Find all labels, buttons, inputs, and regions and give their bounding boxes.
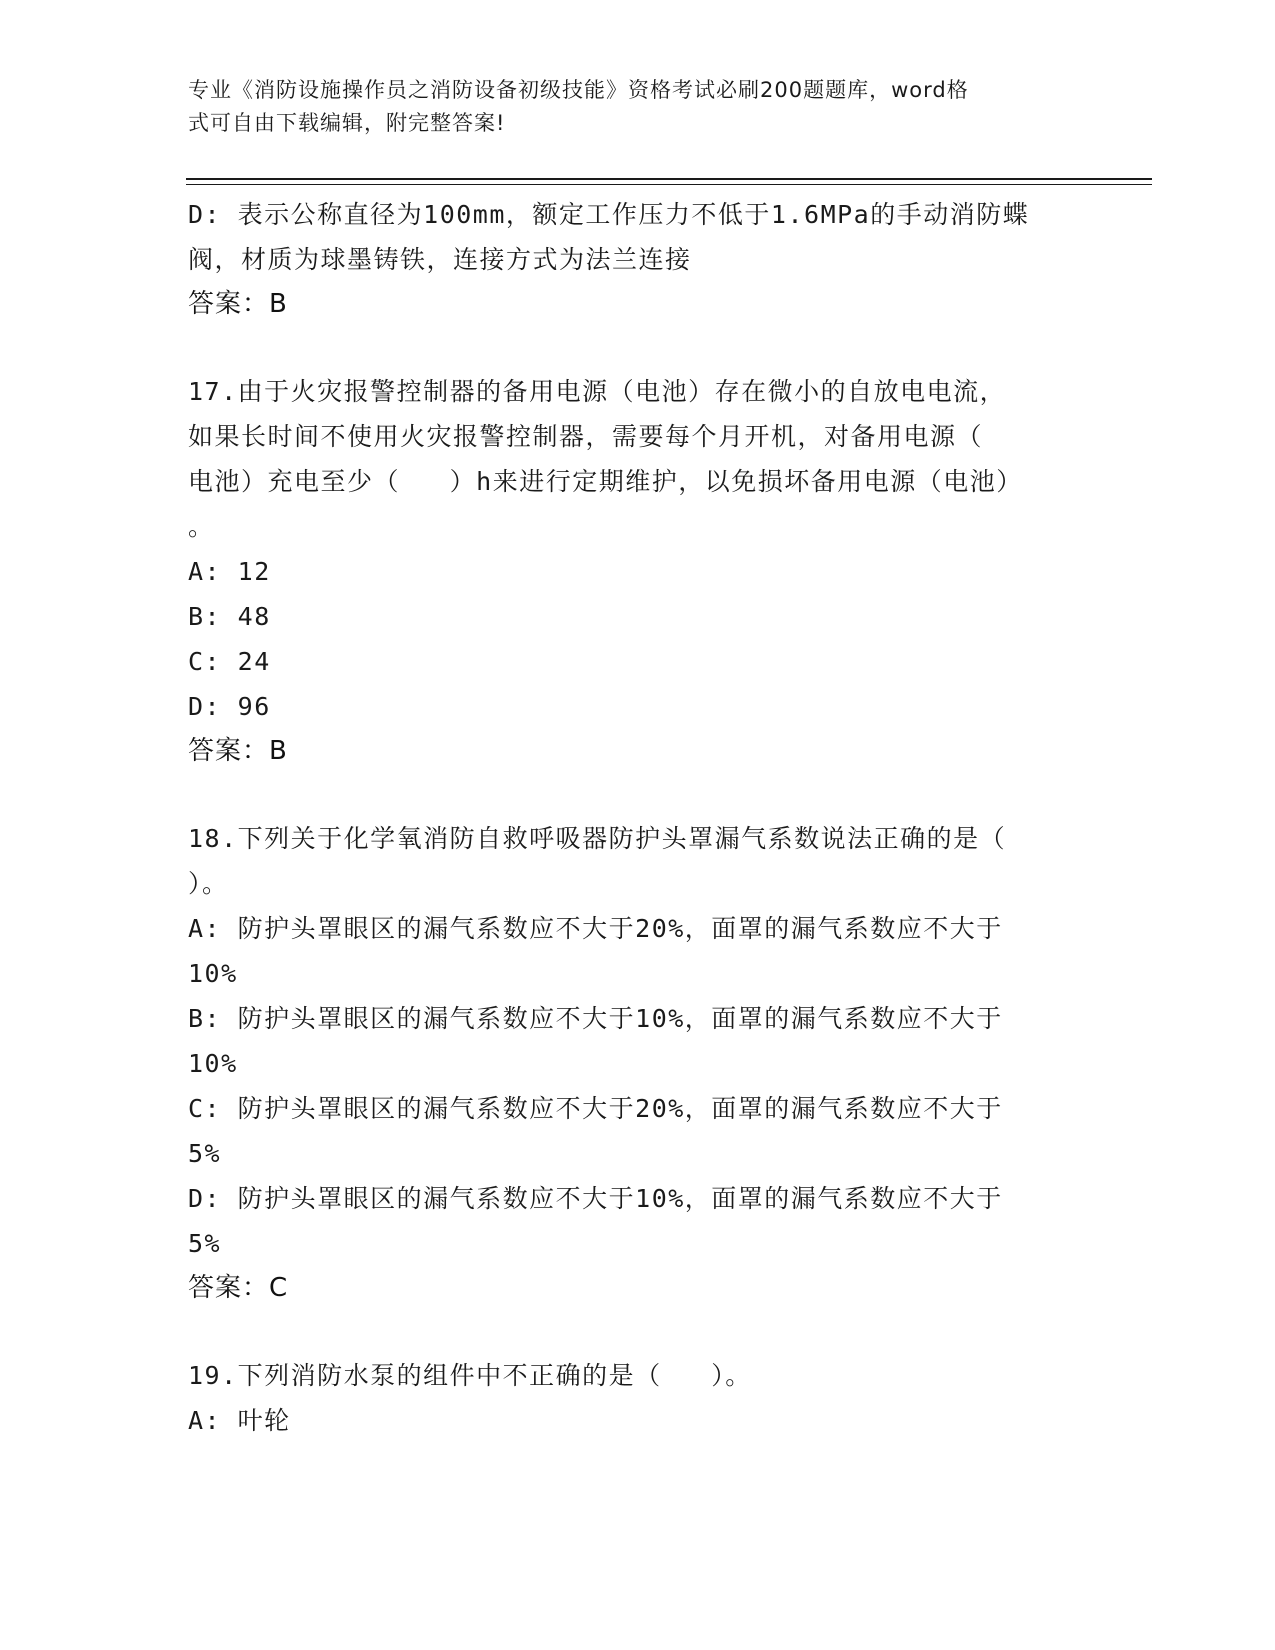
document-header [188,74,1068,140]
q18-option-a-line-1: A: 防护头罩眼区的漏气系数应不大于20%，面罩的漏气系数应不大于 [188,914,1003,943]
q19-stem-line-1: 19.下列消防水泵的组件中不正确的是（ ）。 [188,1361,752,1390]
q16-answer: 答案：B [188,289,288,319]
q17-option-c: C: 24 [188,647,271,676]
q18-option-d-line-2: 5% [188,1229,222,1258]
q17-stem-line-4: 。 [188,512,215,541]
question-content [188,192,1078,1443]
q18-option-d-line-1: D: 防护头罩眼区的漏气系数应不大于10%，面罩的漏气系数应不大于 [188,1184,1003,1213]
header-line-2: 式可自由下载编辑，附完整答案! [188,111,506,135]
q17-stem-line-3: 电池）充电至少（ ）h来进行定期维护，以免损坏备用电源（电池） [188,467,1023,496]
q17-option-b: B: 48 [188,602,271,631]
question-18 [188,816,1078,1311]
q16-option-d-line-1: D: 表示公称直径为100mm，额定工作压力不低于1.6MPa的手动消防蝶 [188,200,1030,229]
spacer [188,327,1078,369]
q17-stem-line-1: 17.由于火灾报警控制器的备用电源（电池）存在微小的自放电电流， [188,377,1007,406]
q18-answer: 答案：C [188,1273,289,1303]
q18-option-b-line-2: 10% [188,1049,238,1078]
q18-option-a-line-2: 10% [188,959,238,988]
question-19 [188,1353,1078,1443]
q17-option-d: D: 96 [188,692,271,721]
spacer [188,774,1078,816]
spacer [188,1311,1078,1353]
q18-stem-line-1: 18.下列关于化学氧消防自救呼吸器防护头罩漏气系数说法正确的是（ [188,824,1007,853]
q18-stem-line-2: ）。 [188,869,229,898]
header-divider-thick [186,178,1152,180]
q16-option-d-line-2: 阀，材质为球墨铸铁，连接方式为法兰连接 [188,245,692,274]
header-divider-thin [186,184,1152,185]
q18-option-c-line-1: C: 防护头罩眼区的漏气系数应不大于20%，面罩的漏气系数应不大于 [188,1094,1003,1123]
header-line-1: 专业《消防设施操作员之消防设备初级技能》资格考试必刷200题题库，word格 [188,78,969,102]
question-16-tail [188,192,1078,327]
q17-option-a: A: 12 [188,557,271,586]
q18-option-b-line-1: B: 防护头罩眼区的漏气系数应不大于10%，面罩的漏气系数应不大于 [188,1004,1003,1033]
q18-option-c-line-2: 5% [188,1139,222,1168]
q19-option-a: A: 叶轮 [188,1406,291,1435]
q17-stem-line-2: 如果长时间不使用火灾报警控制器，需要每个月开机，对备用电源（ [188,422,984,451]
q17-answer: 答案：B [188,736,288,766]
question-17 [188,369,1078,774]
